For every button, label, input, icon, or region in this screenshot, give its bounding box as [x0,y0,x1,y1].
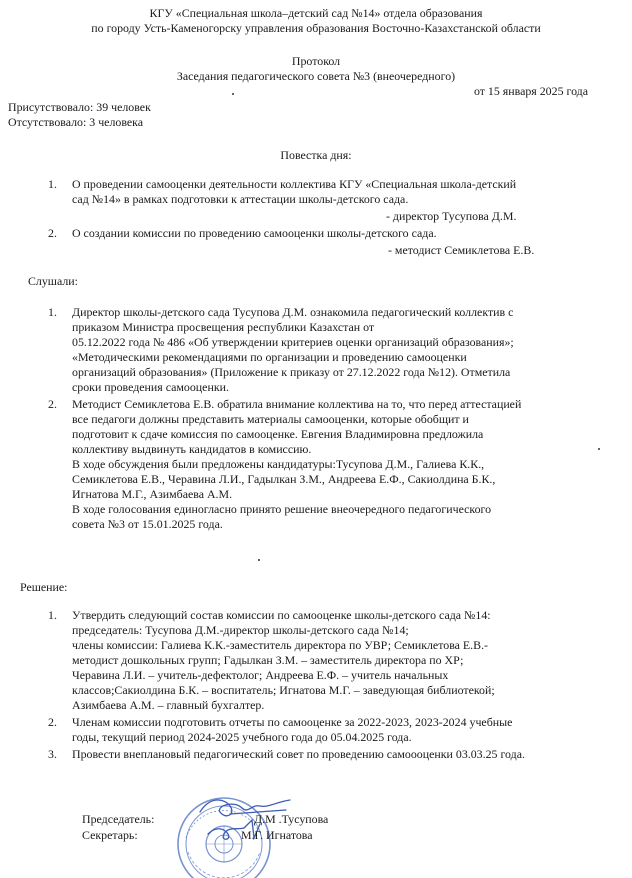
decision-item-line: Черавина Л.И. – учитель-дефектолог; Андреева Е.Ф. – учитель начальных [72,668,449,682]
decision-item-number: 3. [48,747,57,761]
attendance-absent: Отсутствовало: 3 человека [8,115,144,129]
heard-item-line: приказом Министра просвещения республики Казахстан от [72,320,375,334]
chair-name: Д.М .Тусупова [254,812,329,826]
decision-item [0,715,632,745]
decision-list [0,608,632,762]
secretary-label: Секретарь: [82,828,138,842]
decision-item-number: 2. [48,715,57,729]
heard-list [0,305,632,532]
decision-item-line: члены комиссии: Галиева К.К.-заместитель директора по УВР; Семиклетова Е.В.- [72,638,488,652]
scan-speck [598,448,600,450]
decision-item-line: Провести внеплановый педагогический совет по проведению самоооценки 03.03.25 года. [72,747,525,761]
agenda-item-speaker: - директор Тусупова Д.М. [386,209,517,223]
protocol-subtitle: Заседания педагогического совета №3 (внеочередного) [176,69,456,83]
heard-item-line: сроки проведения самооценки. [72,380,229,394]
heard-item-line: 05.12.2022 года № 486 «Об утверждении критериев оценки организаций образования»; [72,335,514,349]
decision-item-line: Азимбаева А.М. – главный бухгалтер. [72,698,265,712]
decision-item-line: Членам комиссии подготовить отчеты по самооценке за 2022-2023, 2023-2024 учебные [72,715,513,729]
agenda-item-line: О создании комиссии по проведению самооценки школы-детского сада. [72,226,437,240]
heard-item-line: Методист Семиклетова Е.В. обратила внимание коллектива на то, что перед аттестацией [72,397,522,411]
decision-item-line: методист дошкольных групп; Гадылкан З.М. – заместитель директора по ХР; [72,653,464,667]
header-line-2: по городу Усть-Каменогорску управления образования Восточно-Казахстанской области [91,21,541,35]
heard-item-line: В ходе обсуждения были предложены кандидатуры:Тусупова Д.М., Галиева К.К., [72,457,485,471]
agenda-item-line: О проведении самооценки деятельности коллектива КГУ «Специальная школа-детский [72,177,517,191]
attendance-present: Присутствовало: 39 человек [8,100,151,114]
chair-label: Председатель: [82,812,155,826]
heard-item-line: коллективу выдвинуть кандидатов в комиссию. [72,442,312,456]
scan-speck [258,559,260,561]
heard-item [0,305,632,395]
agenda-item [0,177,632,207]
secretary-name: М.Г. Игнатова [241,828,313,842]
agenda-list [0,177,632,258]
decision-item-number: 1. [48,608,57,622]
agenda-item-speaker: - методист Семиклетова Е.В. [388,243,535,257]
heard-item-line: В ходе голосования единогласно принято решение внеочередного педагогического [72,502,492,516]
heard-item-line: все педагоги должны представить материалы самооценки, которые обобщит и [72,412,469,426]
header-line-1: КГУ «Специальная школа–детский сад №14» отдела образования [149,6,483,20]
decision-title: Решение: [20,580,68,594]
decision-item-line: классов;Сакиолдина Б.К. – воспитатель; Игнатова М.Г. – заведующая библиотекой; [72,683,495,697]
heard-item-line: «Методическими рекомендациями по организации и проведению самооценки [72,350,467,364]
protocol-heading [20,54,612,84]
agenda-item-number: 2. [48,226,57,240]
decision-item-line: Утвердить следующий состав комиссии по самооценке школы-детского сада №14: [72,608,491,622]
decision-item-line: председатель: Тусупова Д.М.-директор школы-детского сада №14; [72,623,409,637]
decision-item [0,608,632,713]
agenda-item-line: сад №14» в рамках подготовки к аттестации школы-детского сада. [72,192,409,206]
heard-title: Слушали: [28,274,78,288]
protocol-date: от 15 января 2025 года [473,84,588,98]
agenda-title: Повестка дня: [280,148,352,162]
agenda-item-number: 1. [48,177,57,191]
heard-item-line: совета №3 от 15.01.2025 года. [72,517,223,531]
heard-item-line: Семиклетова Е.В., Черавина Л.И., Гадылкан З.М., Андреева Е.Ф., Сакиолдина Б.К., [72,472,496,486]
attendance [8,100,151,130]
protocol-title: Протокол [291,54,341,68]
heard-item-number: 2. [48,397,57,411]
heard-item-line: подготовит к сдаче комиссия по самооценке. Евгения Владимировна предложила [72,427,484,441]
heard-item [0,397,632,532]
decision-item-line: годы, текущий период 2024-2025 учебного года до 05.04.2025 года. [72,730,412,744]
decision-item [0,747,632,762]
heard-item-line: Игнатова М.Г., Азимбаева А.М. [72,487,233,501]
heard-item-line: организаций образования» (Приложение к приказу от 27.12.2022 года №12). Отметила [72,365,511,379]
heard-item-line: Директор школы-детского сада Тусупова Д.М. ознакомила педагогический коллектив с [72,305,514,319]
scan-speck [232,93,234,95]
agenda-item [0,226,632,241]
heard-item-number: 1. [48,305,57,319]
document-header [20,6,612,36]
